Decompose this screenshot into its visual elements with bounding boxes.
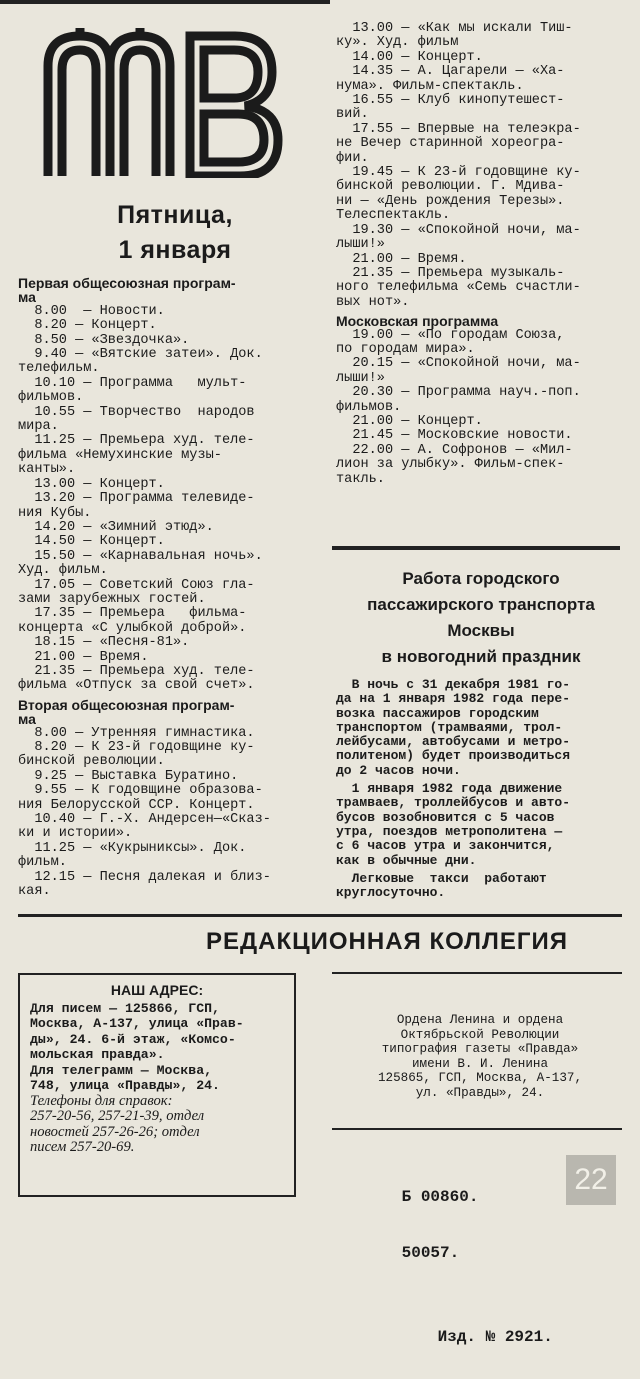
editorial-board-heading: РЕДАКЦИОННАЯ КОЛЛЕГИЯ — [206, 928, 568, 955]
program2-heading — [18, 698, 318, 727]
schedule-line: 21.45 — Московские новости. — [336, 428, 573, 444]
schedule-line: бинской революции. — [18, 754, 165, 770]
address-caption: НАШ АДРЕС: — [110, 982, 204, 998]
schedule-line: по городам мира». — [336, 341, 475, 357]
article-line: да на 1 января 1982 года пере- — [336, 691, 571, 707]
schedule-line: 14.00 — Концерт. — [336, 49, 483, 65]
schedule-line: 21.00 — Время. — [336, 251, 467, 267]
schedule-line: мира. — [18, 419, 59, 435]
schedule-line: 21.00 — Время. — [18, 649, 149, 665]
schedule-line: 12.15 — Песня далекая и близ- — [18, 869, 271, 885]
schedule-line: 22.00 — А. Софронов — «Мил- — [336, 442, 573, 458]
schedule-line: 19.00 — «По городам Союза, — [336, 327, 565, 343]
printer-line: ул. «Правды», 24. — [415, 1085, 545, 1100]
schedule-line: 11.25 — «Кукрыниксы». Док. — [18, 840, 247, 856]
article-line: транспортом (трамваями, трол- — [336, 719, 563, 735]
article-paragraph — [336, 872, 626, 901]
schedule-line: 8.00 — Утренняя гимнастика. — [18, 725, 255, 741]
schedule-line: 18.15 — «Песня-81». — [18, 635, 190, 651]
article-title-line: в новогодний праздник — [381, 647, 581, 666]
divider — [332, 972, 622, 974]
article-line: до 2 часов ночи. — [336, 762, 461, 778]
schedule-line: 14.50 — Концерт. — [18, 534, 165, 550]
schedule-line: 16.55 — Клуб кинопутешест- — [336, 93, 565, 109]
schedule-line: фильм. — [18, 855, 67, 871]
schedule-line: кая. — [18, 884, 51, 900]
moscow-list — [336, 329, 626, 487]
schedule-line: 19.30 — «Спокойной ночи, ма- — [336, 222, 581, 238]
schedule-line: бинской революции. Г. Мдива- — [336, 179, 565, 195]
printer-line: Ордена Ленина и ордена — [396, 1013, 564, 1027]
schedule-line: 13.00 — «Как мы искали Тиш- — [336, 21, 573, 36]
phone-line: 257-20-56, 257-21-39, отдел — [30, 1108, 205, 1124]
schedule-line: 20.15 — «Спокойной ночи, ма- — [336, 356, 581, 372]
divider — [18, 914, 622, 917]
top-rule — [0, 0, 330, 4]
transport-article — [336, 566, 626, 900]
article-title-line: Москвы — [447, 621, 515, 640]
article-title-line: Работа городского — [402, 569, 560, 588]
schedule-line: 10.10 — Программа мульт- — [18, 375, 247, 391]
schedule-line: ки и истории». — [18, 826, 133, 842]
printer-line: 125865, ГСП, Москва, А-137, — [377, 1071, 583, 1085]
printer-line: типография газеты «Правда» — [381, 1042, 579, 1056]
schedule-line: вых нот». — [336, 294, 410, 310]
article-line: как в обычные дни. — [336, 852, 477, 868]
schedule-line: ку». Худ. фильм — [336, 35, 459, 51]
article-line: трамваев, троллейбусов и авто- — [336, 795, 571, 811]
program2-continued-list — [336, 22, 626, 310]
article-line: В ночь с 31 декабря 1981 го- — [336, 677, 571, 692]
schedule-line: 8.00 — Новости. — [18, 303, 165, 319]
schedule-line: 8.20 — К 23-й годовщине ку- — [18, 740, 255, 755]
schedule-line: лыши!» — [336, 237, 385, 253]
schedule-line: 21.35 — Премьера худ. теле- — [18, 663, 255, 679]
schedule-line: не Вечер старинной хореогра- — [336, 136, 565, 152]
schedule-line: Телеспектакль. — [336, 208, 451, 224]
schedule-line: 21.00 — Концерт. — [336, 413, 483, 429]
address-line: ды», 24. 6-й этаж, «Комсо- — [30, 1031, 236, 1047]
printer-info — [340, 1013, 620, 1100]
program2-heading-line: ма — [18, 711, 36, 728]
address-box — [18, 973, 296, 1197]
schedule-line: 8.20 — Концерт. — [18, 318, 157, 334]
schedule-line: фильмов. — [18, 390, 84, 406]
schedule-line: 17.35 — Премьера фильма- — [18, 606, 247, 622]
schedule-line: такль. — [336, 471, 385, 487]
schedule-line: лион за улыбку». Фильм-спек- — [336, 457, 565, 473]
day-heading-date: 1 января — [118, 236, 232, 264]
phone-lines — [30, 1094, 284, 1156]
article-paragraph — [336, 782, 626, 868]
schedule-line: 14.35 — А. Цагарели — «Ха- — [336, 64, 565, 80]
schedule-line: Худ. фильм. — [18, 563, 108, 579]
article-line: лейбусами, автобусами и метро- — [336, 734, 571, 750]
address-line: Для писем — 125866, ГСП, — [30, 1000, 220, 1016]
phone-line: писем 257-20-69. — [30, 1139, 135, 1155]
schedule-line: 9.25 — Выставка Буратино. — [18, 768, 239, 784]
schedule-line: фильма «Немухинские музы- — [18, 447, 222, 463]
schedule-line: зами зарубежных гостей. — [18, 591, 206, 607]
program2-heading-line: Вторая общесоюзная програм- — [18, 696, 235, 713]
schedule-line: 10.55 — Творчество народов — [18, 404, 255, 420]
printer-line: Октябрьской Революции — [400, 1027, 560, 1042]
schedule-line: фии. — [336, 150, 369, 166]
schedule-line: 9.55 — К годовщине образова- — [18, 783, 263, 799]
article-title-line: пассажирского транспорта — [367, 595, 595, 614]
schedule-line: 10.40 — Г.-Х. Андерсен—«Сказ- — [18, 812, 271, 828]
program1-heading-line: ма — [18, 289, 36, 306]
schedule-line: 13.00 — Концерт. — [18, 476, 165, 492]
schedule-line: 17.05 — Советский Союз гла- — [18, 577, 255, 593]
schedule-line: 20.30 — Программа науч.-поп. — [336, 385, 581, 401]
divider — [332, 1128, 622, 1130]
article-body — [336, 678, 626, 900]
address-line: Москва, А-137, улица «Прав- — [30, 1016, 244, 1031]
order-code: Б 00860. — [401, 1188, 479, 1206]
program2-list — [18, 727, 318, 900]
schedule-line: 15.50 — «Карнавальная ночь». — [18, 548, 263, 564]
phone-line: новостей 257-26-26; отдел — [30, 1123, 200, 1140]
address-line: Для телеграмм — Москва, — [30, 1062, 213, 1078]
schedule-line: лыши!» — [336, 370, 385, 386]
schedule-line: 21.35 — Премьера музыкаль- — [336, 265, 565, 281]
article-line: круглосуточно. — [336, 885, 446, 901]
schedule-line: фильмов. — [336, 399, 402, 415]
schedule-line: нума». Фильм-спектакль. — [336, 78, 524, 94]
issue-number: Изд. № 2921. — [437, 1328, 553, 1346]
schedule-line: 17.55 — Впервые на телеэкра- — [336, 121, 581, 137]
program1-list — [18, 305, 318, 694]
schedule-line: 8.50 — «Звездочка». — [18, 332, 190, 348]
printer-line: имени В. И. Ленина — [411, 1056, 549, 1071]
schedule-line: концерта «С улыбкой доброй». — [18, 620, 247, 636]
program1-heading — [18, 276, 318, 305]
moscow-heading: Московская программа — [336, 313, 499, 330]
schedule-line: 9.40 — «Вятские затеи». Док. — [18, 347, 263, 363]
schedule-line: ного телефильма «Семь счастли- — [336, 280, 581, 296]
article-line: возка пассажиров городским — [336, 705, 539, 721]
schedule-line: ния Белорусской ССР. Концерт. — [18, 797, 255, 813]
article-line: Легковые такси работают — [336, 870, 547, 886]
schedule-line: канты». — [18, 462, 76, 478]
article-line: утра, поездов метрополитена — — [336, 823, 563, 839]
tv-logo — [40, 28, 285, 178]
schedule-line: 11.25 — Премьера худ. теле- — [18, 433, 255, 449]
schedule-line: телефильм. — [18, 361, 100, 377]
schedule-line: 13.20 — Программа телевиде- — [18, 491, 255, 507]
article-line: политеном) будет производиться — [336, 748, 571, 764]
page-number-tag: 22 — [566, 1155, 616, 1205]
day-heading-weekday: Пятница, — [117, 201, 233, 229]
day-heading — [90, 198, 260, 268]
article-line: с 6 часов утра и закончится, — [336, 838, 555, 854]
address-lines — [30, 1001, 284, 1094]
article-paragraph — [336, 678, 626, 778]
left-column — [18, 276, 318, 899]
schedule-line: фильма «Отпуск за свой счет». — [18, 678, 255, 694]
article-line: 1 января 1982 года движение — [336, 781, 563, 797]
address-line: 748, улица «Правды», 24. — [30, 1078, 220, 1093]
article-title — [336, 566, 626, 670]
schedule-line: ни — «День рождения Терезы». — [336, 193, 565, 209]
article-line: бусов возобновится с 5 часов — [336, 809, 555, 825]
schedule-line: 19.45 — К 23-й годовщине ку- — [336, 165, 581, 181]
address-line: мольская правда». — [30, 1047, 165, 1062]
schedule-line: 14.20 — «Зимний этюд». — [18, 519, 214, 535]
schedule-line: ния Кубы. — [18, 505, 92, 521]
schedule-line: вий. — [336, 107, 369, 123]
program1-heading-line: Первая общесоюзная програм- — [18, 275, 236, 291]
divider — [332, 546, 620, 550]
phone-line: Телефоны для справок: — [30, 1092, 173, 1109]
circulation: 50057. — [401, 1244, 460, 1262]
right-column — [336, 22, 626, 487]
